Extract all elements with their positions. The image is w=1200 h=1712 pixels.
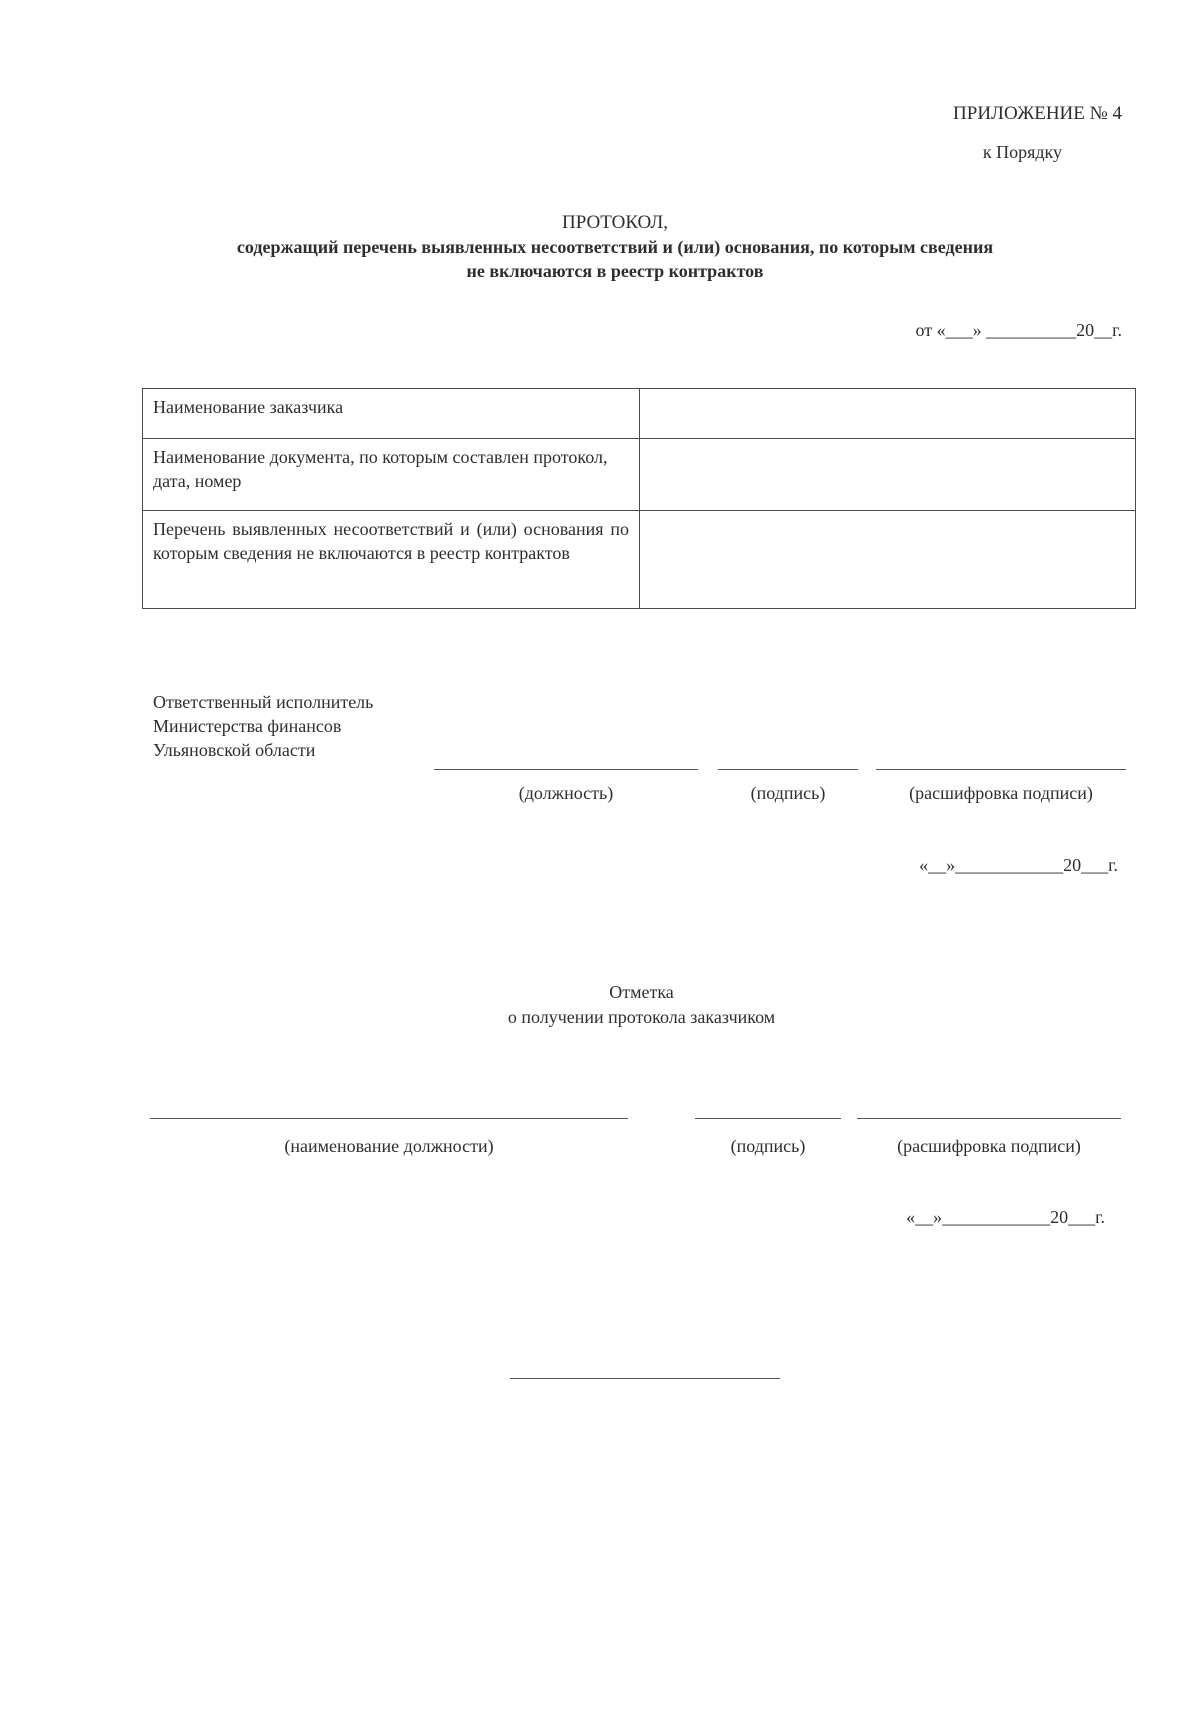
protocol-title: ПРОТОКОЛ, <box>562 212 668 233</box>
table-cell-label: Перечень выявленных несоответствий и (или) основания по которым сведения не включаются в реестр контрактов <box>143 511 640 609</box>
table-cell-value <box>640 511 1136 609</box>
receipt-signature-caption: (подпись) <box>730 1136 806 1156</box>
receipt-date: «__»____________20___г. <box>906 1207 1105 1227</box>
executor-line3: Ульяновской области <box>153 740 316 760</box>
executor-date: «__»____________20___г. <box>919 855 1118 875</box>
protocol-date: от «___» __________20__г. <box>915 320 1122 340</box>
table-cell-value <box>640 389 1136 439</box>
receipt-position-caption: (наименование должности) <box>284 1136 494 1156</box>
table-row <box>143 439 1136 511</box>
receipt-title: Отметка <box>609 982 674 1002</box>
table-cell-label: Наименование документа, по которым составлен протокол, дата, номер <box>143 439 640 511</box>
executor-decoding-line <box>876 769 1126 770</box>
executor-position-line <box>434 769 698 770</box>
protocol-info-table <box>142 388 1136 609</box>
appendix-title: ПРИЛОЖЕНИЕ № 4 <box>953 103 1122 124</box>
receipt-position-line <box>150 1118 628 1119</box>
receipt-signature-line <box>695 1118 841 1119</box>
executor-signature-caption: (подпись) <box>750 783 826 803</box>
appendix-subtitle: к Порядку <box>982 142 1062 162</box>
protocol-subtitle-line1: содержащий перечень выявленных несоответствий и (или) основания, по которым сведения <box>236 237 994 257</box>
executor-position-caption: (должность) <box>518 783 614 803</box>
receipt-subtitle: о получении протокола заказчиком <box>507 1007 776 1027</box>
closing-separator <box>510 1378 780 1379</box>
table-cell-value <box>640 439 1136 511</box>
executor-signature-line <box>718 769 858 770</box>
executor-line2: Министерства финансов <box>153 716 342 736</box>
executor-decoding-caption: (расшифровка подписи) <box>909 783 1093 803</box>
executor-line1: Ответственный исполнитель <box>153 692 374 712</box>
table-cell-label: Наименование заказчика <box>143 389 640 439</box>
protocol-subtitle-line2: не включаются в реестр контрактов <box>466 261 764 281</box>
receipt-decoding-caption: (расшифровка подписи) <box>897 1136 1081 1156</box>
table-row <box>143 389 1136 439</box>
table-row <box>143 511 1136 609</box>
receipt-decoding-line <box>857 1118 1121 1119</box>
